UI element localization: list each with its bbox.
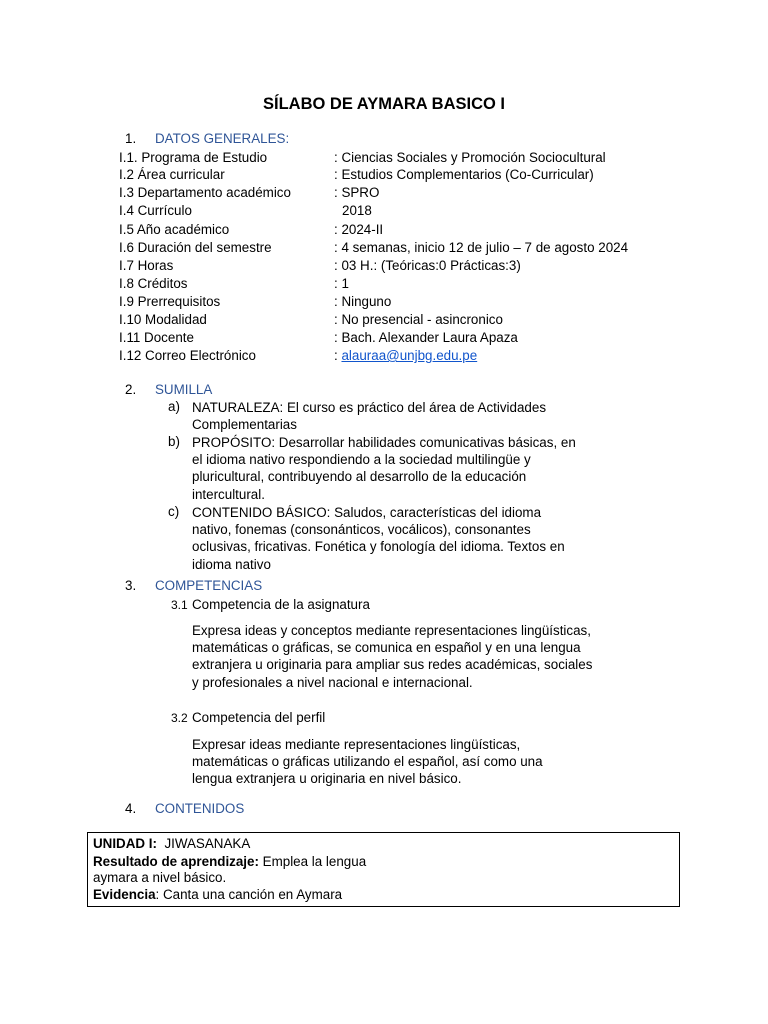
sumilla-text-naturaleza: NATURALEZA: El curso es práctico del área de Actividades Complementarias	[192, 400, 547, 433]
row-value-duracion: : 4 semanas, inicio 12 de julio – 7 de agosto 2024	[334, 240, 629, 255]
row-label-anio: I.5 Año académico	[119, 222, 230, 237]
section-4-number: 4.	[125, 801, 137, 816]
row-value-programa: : Ciencias Sociales y Promoción Sociocultural	[334, 150, 606, 165]
row-value-anio: : 2024-II	[334, 222, 384, 237]
row-label-duracion: I.6 Duración del semestre	[119, 240, 272, 255]
section-4-title: CONTENIDOS	[155, 801, 245, 816]
unit-name: JIWASANAKA	[164, 836, 251, 851]
row-label-departamento: I.3 Departamento académico	[119, 185, 291, 200]
row-label-programa: I.1. Programa de Estudio	[119, 150, 268, 165]
competencia-1-number: 3.1	[171, 598, 188, 612]
section-3-number: 3.	[125, 578, 137, 593]
sumilla-letter-b: b)	[168, 434, 180, 449]
evidence-label: Evidencia	[93, 887, 156, 902]
row-label-modalidad: I.10 Modalidad	[119, 312, 207, 327]
sumilla-text-proposito: PROPÓSITO: Desarrollar habilidades comunicativas básicas, en el idioma nativo respondiendo a la sociedad multilingüe y pluricultural, contribuyendo al desarrollo de la educación intercultural.	[192, 435, 576, 502]
row-value-curriculo: 2018	[342, 203, 372, 218]
row-value-docente: : Bach. Alexander Laura Apaza	[334, 330, 518, 345]
unit-result-line-2: aymara a nivel básico.	[93, 870, 227, 885]
row-label-creditos: I.8 Créditos	[119, 276, 188, 291]
section-2-number: 2.	[125, 382, 137, 397]
row-value-prerrequisitos: : Ninguno	[334, 294, 392, 309]
email-link[interactable]: alauraa@unjbg.edu.pe	[341, 348, 478, 363]
result-label: Resultado de aprendizaje:	[93, 854, 259, 869]
competencia-2-title: Competencia del perfil	[192, 710, 326, 725]
row-value-correo	[334, 348, 477, 363]
result-text-1: Emplea la lengua	[262, 854, 367, 869]
unit-label: UNIDAD I:	[93, 836, 157, 851]
row-label-horas: I.7 Horas	[119, 258, 174, 273]
unit-result-line-1	[93, 854, 366, 869]
sumilla-letter-c: c)	[168, 504, 180, 519]
row-value-horas: : 03 H.: (Teóricas:0 Prácticas:3)	[334, 258, 521, 273]
unit-header	[93, 836, 250, 851]
unit-evidence	[93, 887, 342, 902]
row-value-modalidad: : No presencial - asincronico	[334, 312, 503, 327]
competencia-2-text: Expresar ideas mediante representaciones lingüísticas, matemáticas o gráficas utilizando el español, así como una lengua extranjera u originaria en nivel básico.	[192, 737, 543, 787]
email-prefix: :	[334, 348, 338, 363]
section-3-title: COMPETENCIAS	[155, 578, 263, 593]
row-label-area: I.2 Área curricular	[119, 167, 225, 182]
competencia-1-title: Competencia de la asignatura	[192, 597, 370, 612]
sumilla-letter-a: a)	[168, 399, 180, 414]
evidence-text: : Canta una canción en Aymara	[155, 887, 343, 902]
competencia-2-number: 3.2	[171, 711, 188, 725]
section-1-number: 1.	[125, 131, 137, 146]
section-1-title: DATOS GENERALES:	[155, 131, 290, 146]
row-value-departamento: : SPRO	[334, 185, 380, 200]
row-label-correo: I.12 Correo Electrónico	[119, 348, 256, 363]
unit-table	[87, 832, 680, 907]
sumilla-text-contenido: CONTENIDO BÁSICO: Saludos, características del idioma nativo, fonemas (consonánticos, vocálicos), consonantes oclusivas, fricativas. Fonética y fonología del idioma. Textos en idioma nativo	[192, 505, 565, 572]
row-value-area: : Estudios Complementarios (Co-Curricular)	[334, 167, 594, 182]
row-value-creditos: : 1	[334, 276, 349, 291]
row-label-prerrequisitos: I.9 Prerrequisitos	[119, 294, 221, 309]
row-label-curriculo: I.4 Currículo	[119, 203, 192, 218]
competencia-1-text: Expresa ideas y conceptos mediante representaciones lingüísticas, matemáticas o gráficas, se comunica en español y en una lengua extranjera u originaria para ampliar sus redes académicas, sociales y profesionales a nivel nacional e internacional.	[192, 623, 593, 690]
row-label-docente: I.11 Docente	[119, 330, 194, 345]
section-2-title: SUMILLA	[155, 382, 213, 397]
document-title: SÍLABO DE AYMARA BASICO I	[262, 95, 506, 113]
